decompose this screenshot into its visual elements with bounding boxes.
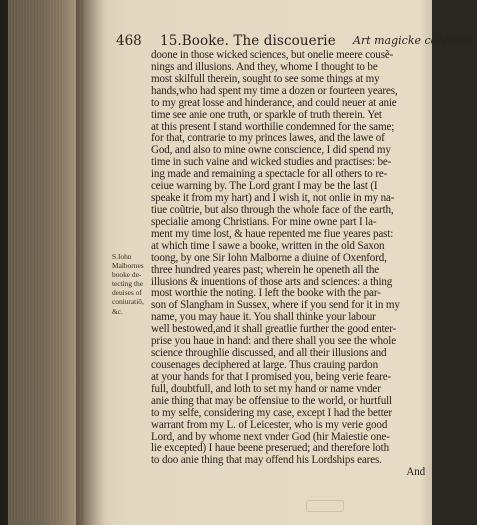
text-line: most worthie the noting. I left the booke with the par- (151, 287, 381, 300)
running-head-italic: Art magicke confuted. (353, 34, 477, 47)
text-line: cousenages deciphered at large. Thus crauing pardon (151, 358, 378, 371)
text-line: warrant from my L. of Leicester, who is my verie good (151, 418, 388, 431)
text-line: God, and also to mine owne conscience, I did spend my (151, 144, 391, 157)
text-line: ceiue warning by. The Lord grant I may be the last (I (151, 180, 378, 193)
text-line: full, doubtfull, and loth to set my hand or name vnder (151, 382, 381, 395)
running-head: 15.Booke. The discouerie (160, 33, 336, 49)
text-line: at which time I sawe a booke, written in the old Saxon (151, 239, 385, 252)
page-number: 468 (116, 33, 142, 49)
text-line: lie excepted) I haue beene preserued; and therefore loth (151, 442, 389, 455)
text-line: name, you may haue it. You shall thinke your labour (151, 311, 376, 324)
text-line: ing made and remaining a spectacle for all others to re- (151, 168, 388, 181)
text-line: tiue coũtrie, but also through the whole face of the earth, (151, 203, 394, 216)
margin-note-line: coniuratiõ, (112, 297, 144, 307)
body-text (151, 50, 427, 479)
text-line: at your hands for that I promised you, being verie feare- (151, 370, 392, 383)
faint-library-stamp (306, 500, 344, 512)
text-line: science throughlie discussed, and all their illusions and (151, 347, 387, 360)
text-line: speake it from my hart) and I wish it, not onlie in my na- (151, 192, 395, 205)
text-line: doone in those wicked sciences, but onelie meere cousẽ- (151, 49, 394, 61)
margin-note-line: deuises of (112, 288, 142, 298)
text-line: hands,who had spent my time a dozen or fourteen yeares, (151, 84, 398, 97)
text-line: to doo anie thing that may offend his Lordships eares. (151, 454, 382, 467)
text-line: prise you haue in hand: and there shall you see the whole (151, 335, 396, 348)
text-line: Lord, and by whome next vnder God (hir Maiestie one- (151, 430, 390, 443)
text-line: well bestowed,and it shall greatlie further the good enter- (151, 323, 397, 336)
text-line: for that, contrarie to my princes lawes, and the lawe of (151, 132, 385, 145)
text-line: time see anie one truth, or sparkle of truth therein. Yet (151, 108, 382, 121)
margin-note-line: tecting the (112, 279, 143, 289)
text-line: illusions & inuentions of those arts and sciences: a thing (151, 275, 393, 288)
margin-note-line: booke de- (112, 270, 142, 280)
text-line: three hundred yeares past; wherein he openeth all the (151, 263, 380, 276)
gutter-shadow (76, 0, 106, 525)
text-line: most skilfull therein, sought to see some things at my (151, 72, 380, 85)
stacked-page-edges (8, 0, 84, 525)
text-line: specialie among Christians. For mine owne part I la- (151, 215, 377, 228)
text-line: ment my time lost, & haue repented me fiue yeares past: (151, 227, 394, 240)
text-line: son of Slangham in Sussex, where if you send for it in my (151, 299, 400, 312)
text-line: time in such vaine and wicked studies and practises: be- (151, 156, 392, 169)
text-line: toong, by one Sir Iohn Malborne a diuine of Oxenford, (151, 251, 387, 264)
margin-note-line: &c. (112, 306, 123, 316)
text-line: nings and illusions. And they, whome I thought to be (151, 60, 378, 73)
margin-note (112, 252, 152, 316)
margin-note-line: S.Iohn (112, 252, 132, 261)
text-line: to my selfe, considering my case, except I had the better (151, 406, 392, 419)
text-line: to my great losse and hinderance, and could neuer at anie (151, 96, 397, 109)
text-line: And (406, 466, 425, 479)
text-line: at this present I stand worthilie condemned for the same; (151, 120, 395, 133)
margin-note-line: Malbornes (112, 261, 144, 271)
text-line: anie thing that may be offensiue to the world, or hurtfull (151, 394, 392, 407)
